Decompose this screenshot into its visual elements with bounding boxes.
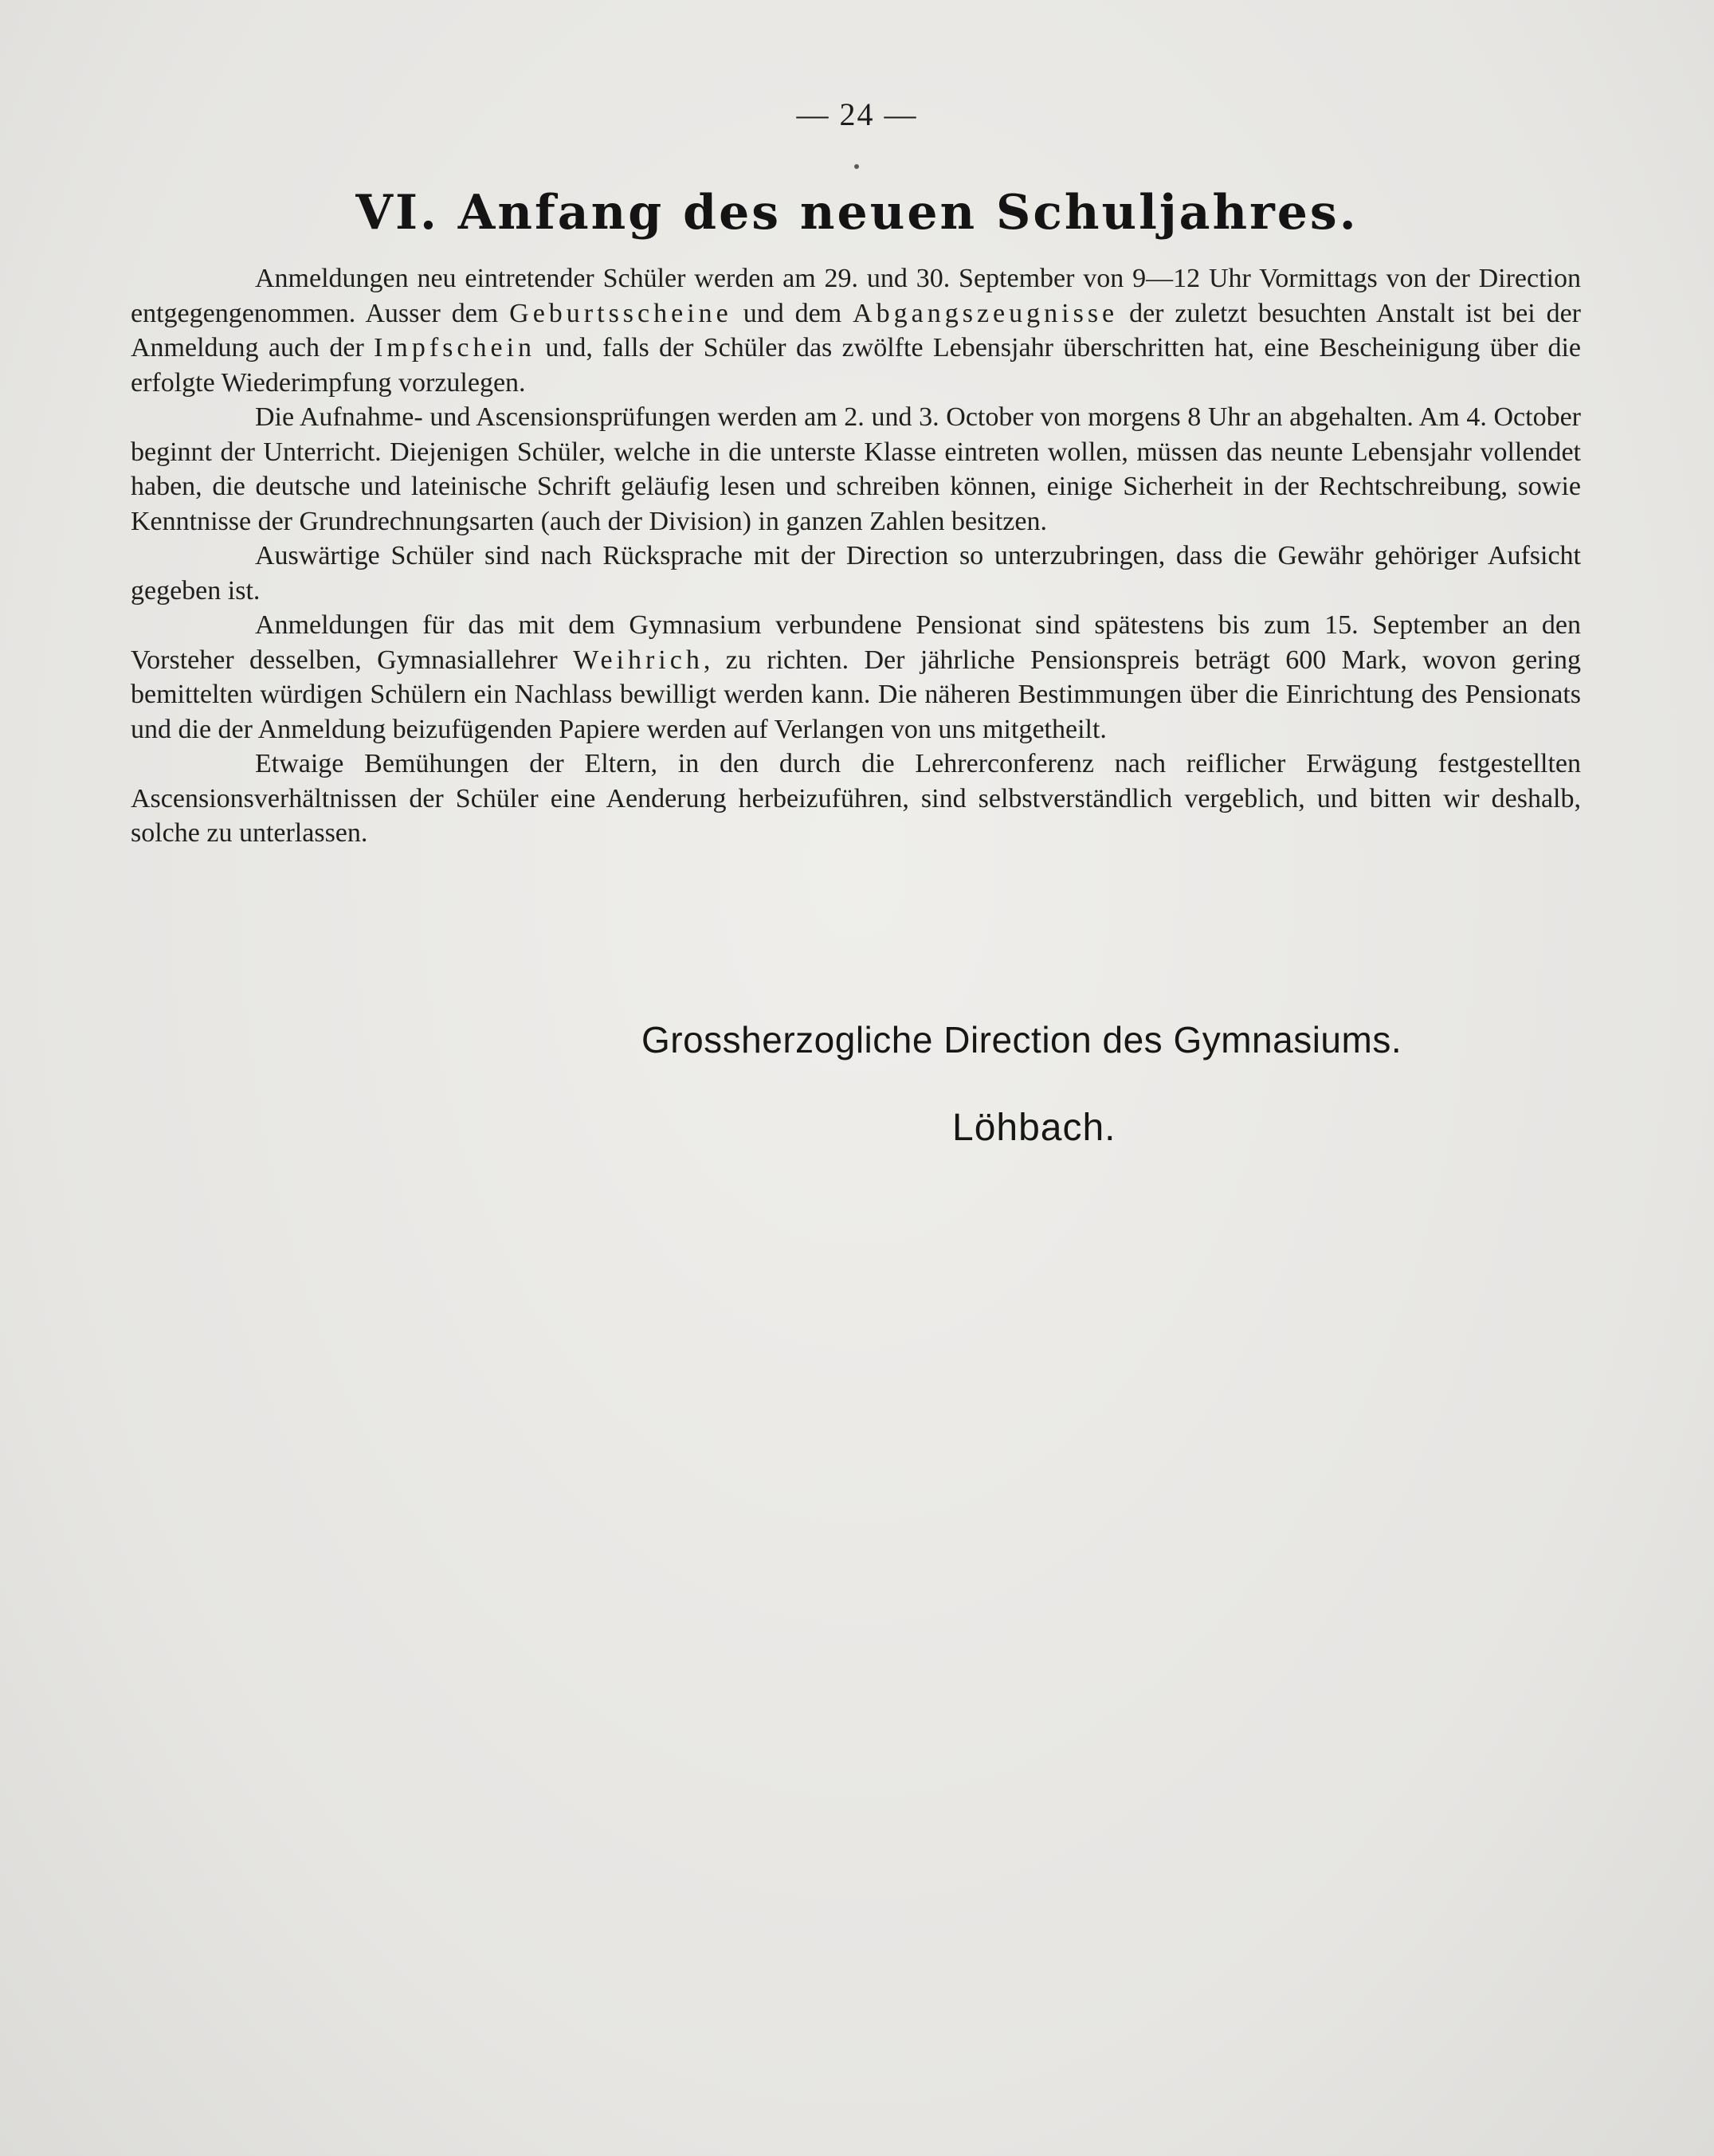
text-run: und, falls der Schüler das zwölfte Lebensjahr überschritten hat, eine Bescheinigung über die erfolgte Wiederimpfung vorzulegen. [131,333,1581,398]
text-run-emphasis: Abgangszeugnisse [853,298,1119,328]
paragraph-boarding [131,608,1581,747]
paragraph-registration [131,261,1581,400]
signature-organization: Grossherzogliche Direction des Gymnasiums. [641,1019,1402,1060]
paragraph-out-of-town: Auswärtige Schüler sind nach Rücksprache mit der Direction so unterzubringen, dass die Gewähr gehöriger Aufsicht gegeben ist. [131,541,1581,606]
paragraph-exams: Die Aufnahme- und Ascensionsprüfungen werden am 2. und 3. October von morgens 8 Uhr an abgehalten. Am 4. October beginnt der Unterricht. Diejenigen Schüler, welche in die unterste Klasse eintreten wollen, müssen das neunte Lebensjahr vollendet haben, die deutsche und lateinische Schrift geläufig lesen und schreiben können, einige Sicherheit in der Rechtschreibung, sowie Kenntnisse der Grundrechnungsarten (auch der Division) in ganzen Zahlen besitzen. [131,402,1581,536]
text-run: Anmeldungen neu eintretender Schüler werden am 29. und 30. September von 9—12 Uhr Vormittags von der Direction entgegengenommen. Ausser dem [131,264,1581,328]
signature-name: Löhbach. [952,1107,1116,1149]
text-run: Anmeldungen für das mit dem Gymnasium verbundene Pensionat sind spätestens bis zum 15. September an den Vorsteher desselben, Gymnasiallehrer [131,610,1581,675]
page-number: — 24 — [796,96,918,132]
text-run-emphasis: Geburtsscheine [509,298,732,328]
print-speck-ornament [854,164,859,169]
text-run: der zuletzt besuchten Anstalt ist bei der Anmeldung auch der [131,298,1581,363]
text-run: , zu richten. Der jährliche Pensionspreis beträgt 600 Mark, wovon gering bemittelten würdigen Schülern ein Nachlass bewilligt werden kann. Die näheren Bestimmungen über die Einrichtung des Pensionats und die der Anmeldung beizufügenden Papiere werden auf Verlangen von uns mitgetheilt. [131,645,1581,744]
text-run: und dem [731,298,853,328]
signature-block [637,1018,1514,1150]
paragraph-parents: Etwaige Bemühungen der Eltern, in den durch die Lehrerconferenz nach reiflicher Erwägung festgestellten Ascensionsverhältnissen der Schüler eine Aenderung herbeizuführen, sind selbstverständlich vergeblich, und bitten wir deshalb, solche zu unterlassen. [131,749,1581,848]
section-title: VI. Anfang des neuen Schuljahres. [355,185,1359,241]
text-run-emphasis: Impfschein [374,333,536,363]
text-run-emphasis: Weihrich [573,645,704,675]
body-text [131,261,1581,851]
